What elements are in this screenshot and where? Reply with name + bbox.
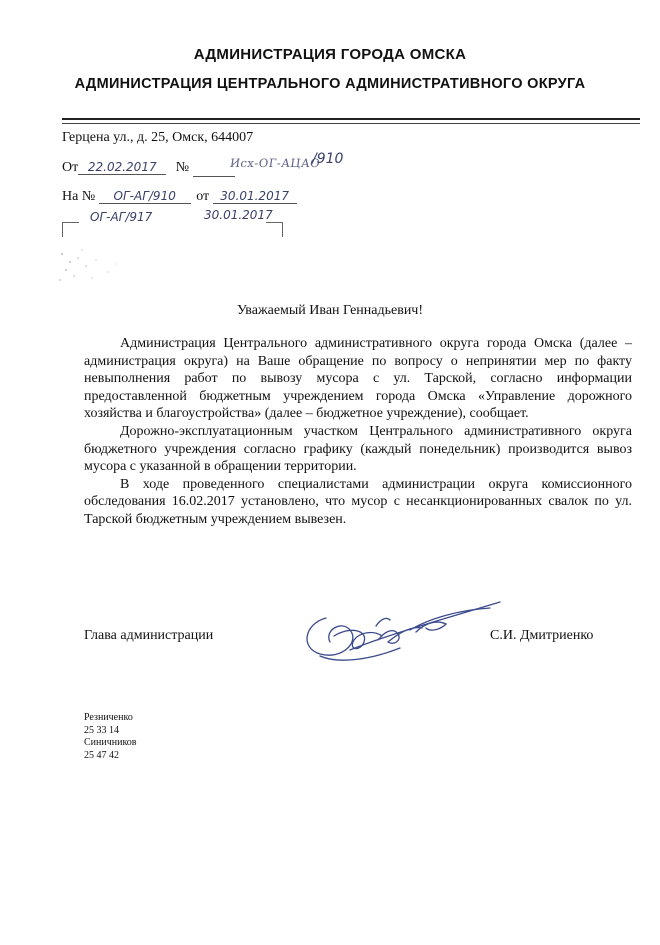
signatory-name: С.И. Дмитриенко	[490, 628, 594, 643]
header-district-administration: АДМИНИСТРАЦИЯ ЦЕНТРАЛЬНОГО АДМИНИСТРАТИВНОГО ОКРУГА	[74, 76, 586, 92]
handwritten-signature	[290, 590, 510, 680]
contact-name: Синичников	[84, 737, 137, 748]
paragraph-1: Администрация Центрального административного округа города Омска (далее – администрация округа) на Ваше обращение по вопросу о непринятии мер по факту невыполнения работ по вывозу мусора с ул. Тарской, согласно информации предоставленной бюджетным учреждением города Омска «Управление дорожного хозяйства и благоустройства» (далее – бюджетное учреждение), сообщает.	[84, 336, 632, 422]
contact-name: Резниченко	[84, 712, 133, 723]
extra-ref-date: 30.01.2017	[204, 208, 273, 222]
paragraph-3: В ходе проведенного специалистами администрации округа комиссионного обследования 16.02.2017 установлено, что мусор с несанкционированных свалок по ул. Тарской бюджетным учреждением вывезен.	[84, 476, 632, 527]
ref-number: ОГ-АГ/910	[99, 189, 191, 204]
signatory-title: Глава администрации	[84, 628, 214, 643]
from-label: От	[62, 160, 79, 175]
header-rule-thin	[62, 123, 640, 124]
outgoing-number-stamp: Исх-ОГ-АЦАО	[229, 156, 322, 170]
letter-body	[84, 335, 632, 529]
number-label: №	[175, 160, 190, 175]
address-corner-right	[266, 222, 283, 237]
contact-phone: 25 47 42	[84, 749, 119, 761]
registration-reference-line	[62, 189, 297, 205]
header-rule-thick	[62, 118, 640, 120]
office-address: Герцена ул., д. 25, Омск, 644007	[62, 130, 254, 145]
from-date: 22.02.2017	[78, 160, 166, 175]
extra-ref-number: ОГ-АГ/917	[90, 210, 153, 224]
ref-from-label: от	[196, 189, 210, 204]
contact-block	[84, 712, 137, 762]
paragraph-2: Дорожно-эксплуатационным участком Центрального административного округа бюджетного учреждения согласно графику (каждый понедельник) производится вывоз мусора с указанной в обращении территории.	[84, 423, 632, 475]
registration-from-line	[62, 160, 235, 177]
header-city-administration: АДМИНИСТРАЦИЯ ГОРОДА ОМСКА	[193, 46, 467, 63]
contact-phone: 25 33 14	[84, 724, 119, 736]
greeting: Уважаемый Иван Геннадьевич!	[236, 303, 424, 318]
scan-noise	[56, 236, 176, 286]
outgoing-number-handwritten: /910	[312, 151, 344, 167]
ref-date: 30.01.2017	[213, 189, 297, 204]
ref-label: На №	[62, 189, 96, 204]
address-corner-left	[62, 222, 79, 237]
